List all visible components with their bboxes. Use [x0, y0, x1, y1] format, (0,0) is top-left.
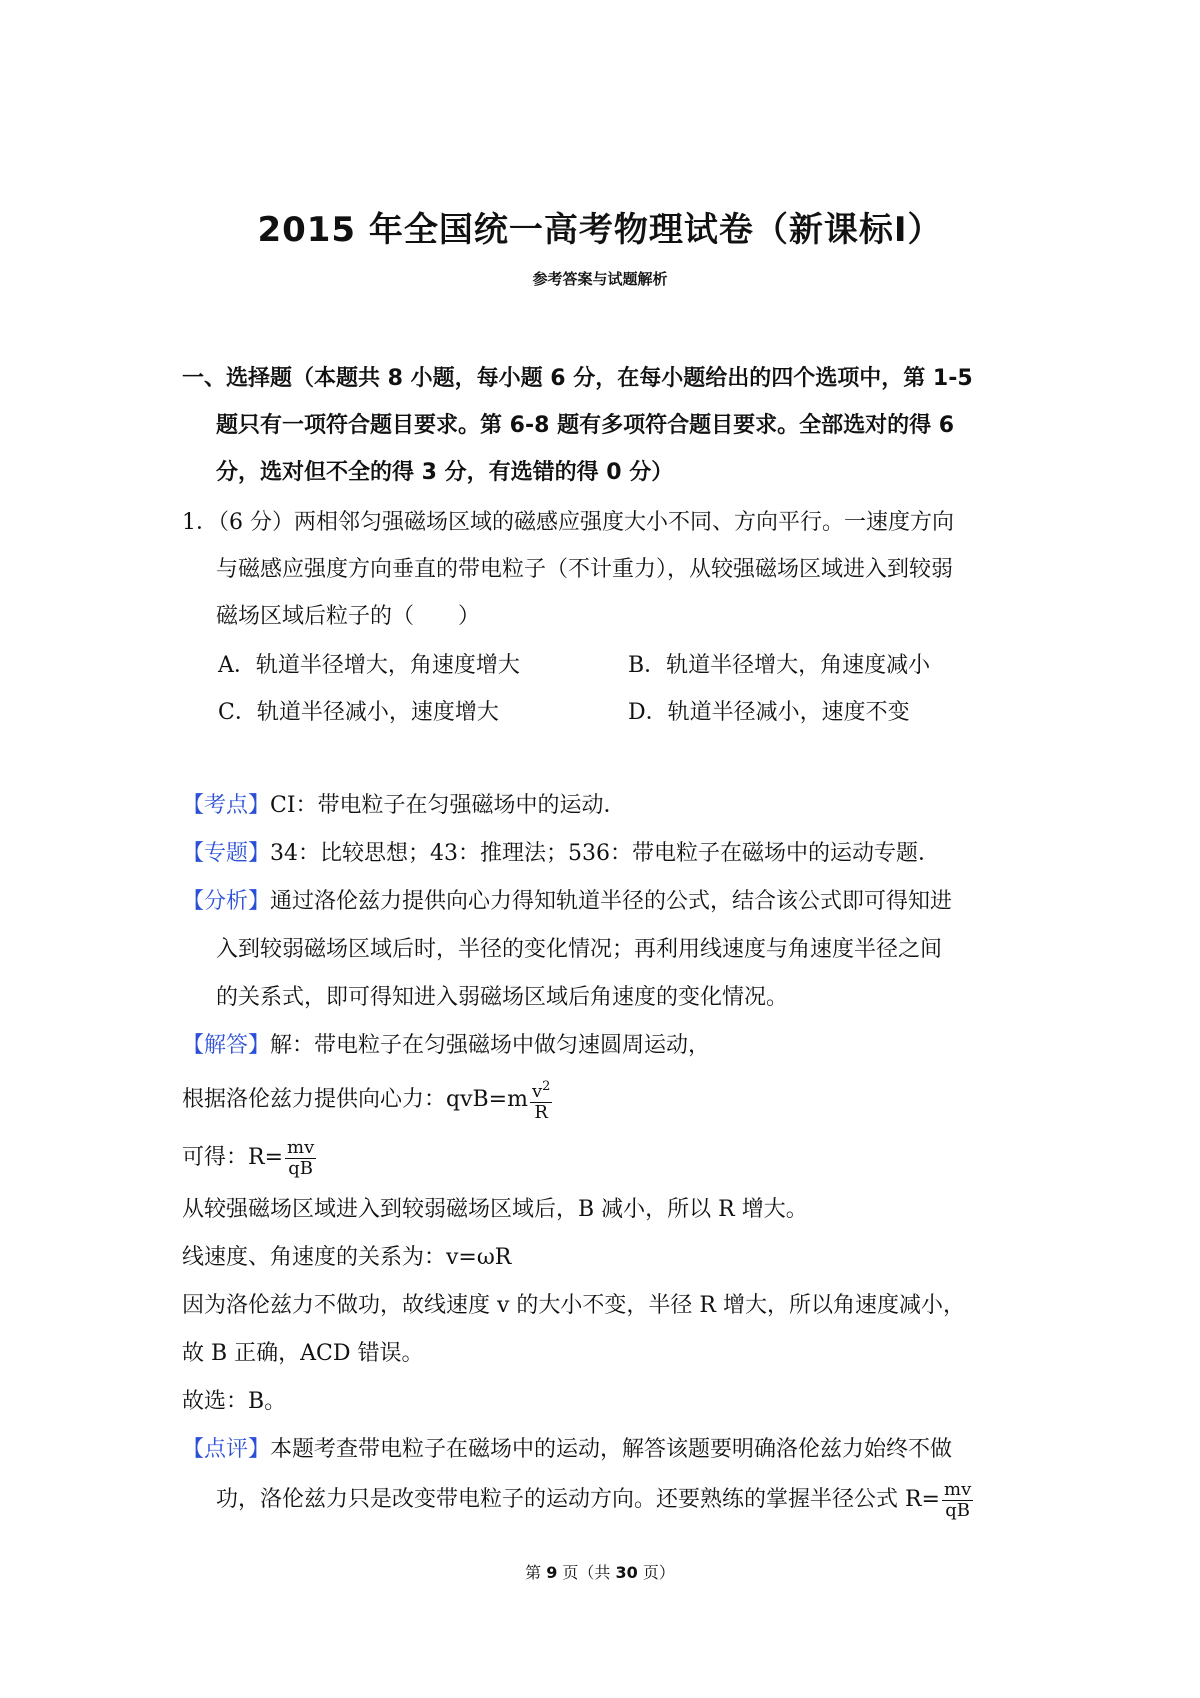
equation-1-prefix: 根据洛伦兹力提供向心力：qvB=m: [182, 1087, 528, 1112]
question-1-options: [218, 642, 1038, 736]
jieda-line: [182, 1022, 1052, 1070]
fenxi-line: [182, 878, 1052, 926]
question-line: 1．（6 分）两相邻匀强磁场区域的磁感应强度大小不同、方向平行。一速度方向: [182, 510, 954, 535]
equation-1-line: [182, 1070, 1052, 1130]
dianping-line: [182, 1426, 1052, 1474]
kaodian-tag: 【考点】: [182, 793, 271, 818]
footer-middle: 页（共: [562, 1563, 611, 1582]
section-heading-line: 分，选对但不全的得 3 分，有选错的得 0 分）: [216, 460, 674, 485]
section-heading: [182, 355, 1042, 496]
dianping-text: 本题考查带电粒子在磁场中的运动，解答该题要明确洛伦兹力始终不做: [270, 1437, 953, 1462]
dianping-formula-line: [182, 1474, 1052, 1526]
dianping-line2-prefix: 功，洛伦兹力只是改变带电粒子的运动方向。还要熟练的掌握半径公式 R=: [216, 1487, 940, 1512]
zhuanti-tag: 【专题】: [182, 841, 271, 866]
footer-suffix: 页）: [642, 1563, 675, 1582]
answer-line: 故选：B。: [182, 1389, 287, 1414]
option-a: A．轨道半径增大，角速度增大: [218, 653, 520, 678]
fraction-numerator: [530, 1077, 552, 1103]
option-d: D．轨道半径减小，速度不变: [628, 700, 910, 725]
option-b: B．轨道半径增大，角速度减小: [628, 653, 931, 678]
footer-total-pages: 30: [615, 1563, 638, 1582]
fenxi-line: 入到较弱磁场区域后时，半径的变化情况；再利用线速度与角速度半径之间: [216, 937, 943, 962]
equation-2-fraction: [285, 1138, 316, 1179]
option-c: C．轨道半径减小，速度增大: [218, 700, 499, 725]
fenxi-line: 的关系式，即可得知进入弱磁场区域后角速度的变化情况。: [216, 985, 789, 1010]
equation-1-fraction: [530, 1077, 552, 1123]
page-footer: [0, 1560, 1200, 1583]
zhuanti-text: 34：比较思想；43：推理法；536：带电粒子在磁场中的运动专题．: [270, 841, 940, 866]
section-heading-line: 一、选择题（本题共 8 小题，每小题 6 分，在每小题给出的四个选项中，第 1-5: [182, 366, 973, 391]
fraction-numerator: mv: [287, 1136, 315, 1158]
question-line: 磁场区域后粒子的（ ）: [216, 604, 481, 629]
question-1-stem: [182, 499, 1042, 640]
fraction-numerator: mv: [944, 1478, 972, 1500]
jieda-text: 解：带电粒子在匀强磁场中做匀速圆周运动，: [270, 1033, 711, 1058]
solution-line: 故 B 正确，ACD 错误。: [182, 1341, 424, 1366]
page-title: 2015 年全国统一高考物理试卷（新课标Ⅰ）: [257, 210, 943, 250]
footer-page-number: 9: [546, 1563, 558, 1582]
equation-2-line: [182, 1130, 1052, 1186]
exponent: 2: [542, 1079, 551, 1094]
page-subtitle: 参考答案与试题解析: [532, 270, 668, 288]
numerator-text: v: [531, 1081, 543, 1102]
zhuanti-line: [182, 830, 1052, 878]
kaodian-text: CI：带电粒子在匀强磁场中的运动．: [270, 793, 626, 818]
question-line: 与磁感应强度方向垂直的带电粒子（不计重力），从较强磁场区域进入到较弱: [216, 557, 954, 582]
footer-prefix: 第: [525, 1563, 542, 1582]
fraction-denominator: qB: [288, 1157, 313, 1179]
fenxi-tag: 【分析】: [182, 889, 271, 914]
fraction-denominator: R: [534, 1102, 548, 1123]
answer-analysis: [182, 782, 1052, 1526]
jieda-tag: 【解答】: [182, 1033, 271, 1058]
fraction-denominator: qB: [945, 1499, 970, 1521]
solution-line: 从较强磁场区域进入到较弱磁场区域后，B 减小，所以 R 增大。: [182, 1197, 808, 1222]
equation-2-prefix: 可得：R=: [182, 1145, 283, 1170]
kaodian-line: [182, 782, 1052, 830]
dianping-fraction: [942, 1480, 973, 1521]
dianping-tag: 【点评】: [182, 1437, 271, 1462]
fenxi-text: 通过洛伦兹力提供向心力得知轨道半径的公式，结合该公式即可得知进: [270, 889, 953, 914]
solution-line: 因为洛伦兹力不做功，故线速度 v 的大小不变，半径 R 增大，所以角速度减小，: [182, 1293, 965, 1318]
solution-line: 线速度、角速度的关系为：v=ωR: [182, 1245, 512, 1270]
section-heading-line: 题只有一项符合题目要求。第 6-8 题有多项符合题目要求。全部选对的得 6: [216, 413, 955, 438]
